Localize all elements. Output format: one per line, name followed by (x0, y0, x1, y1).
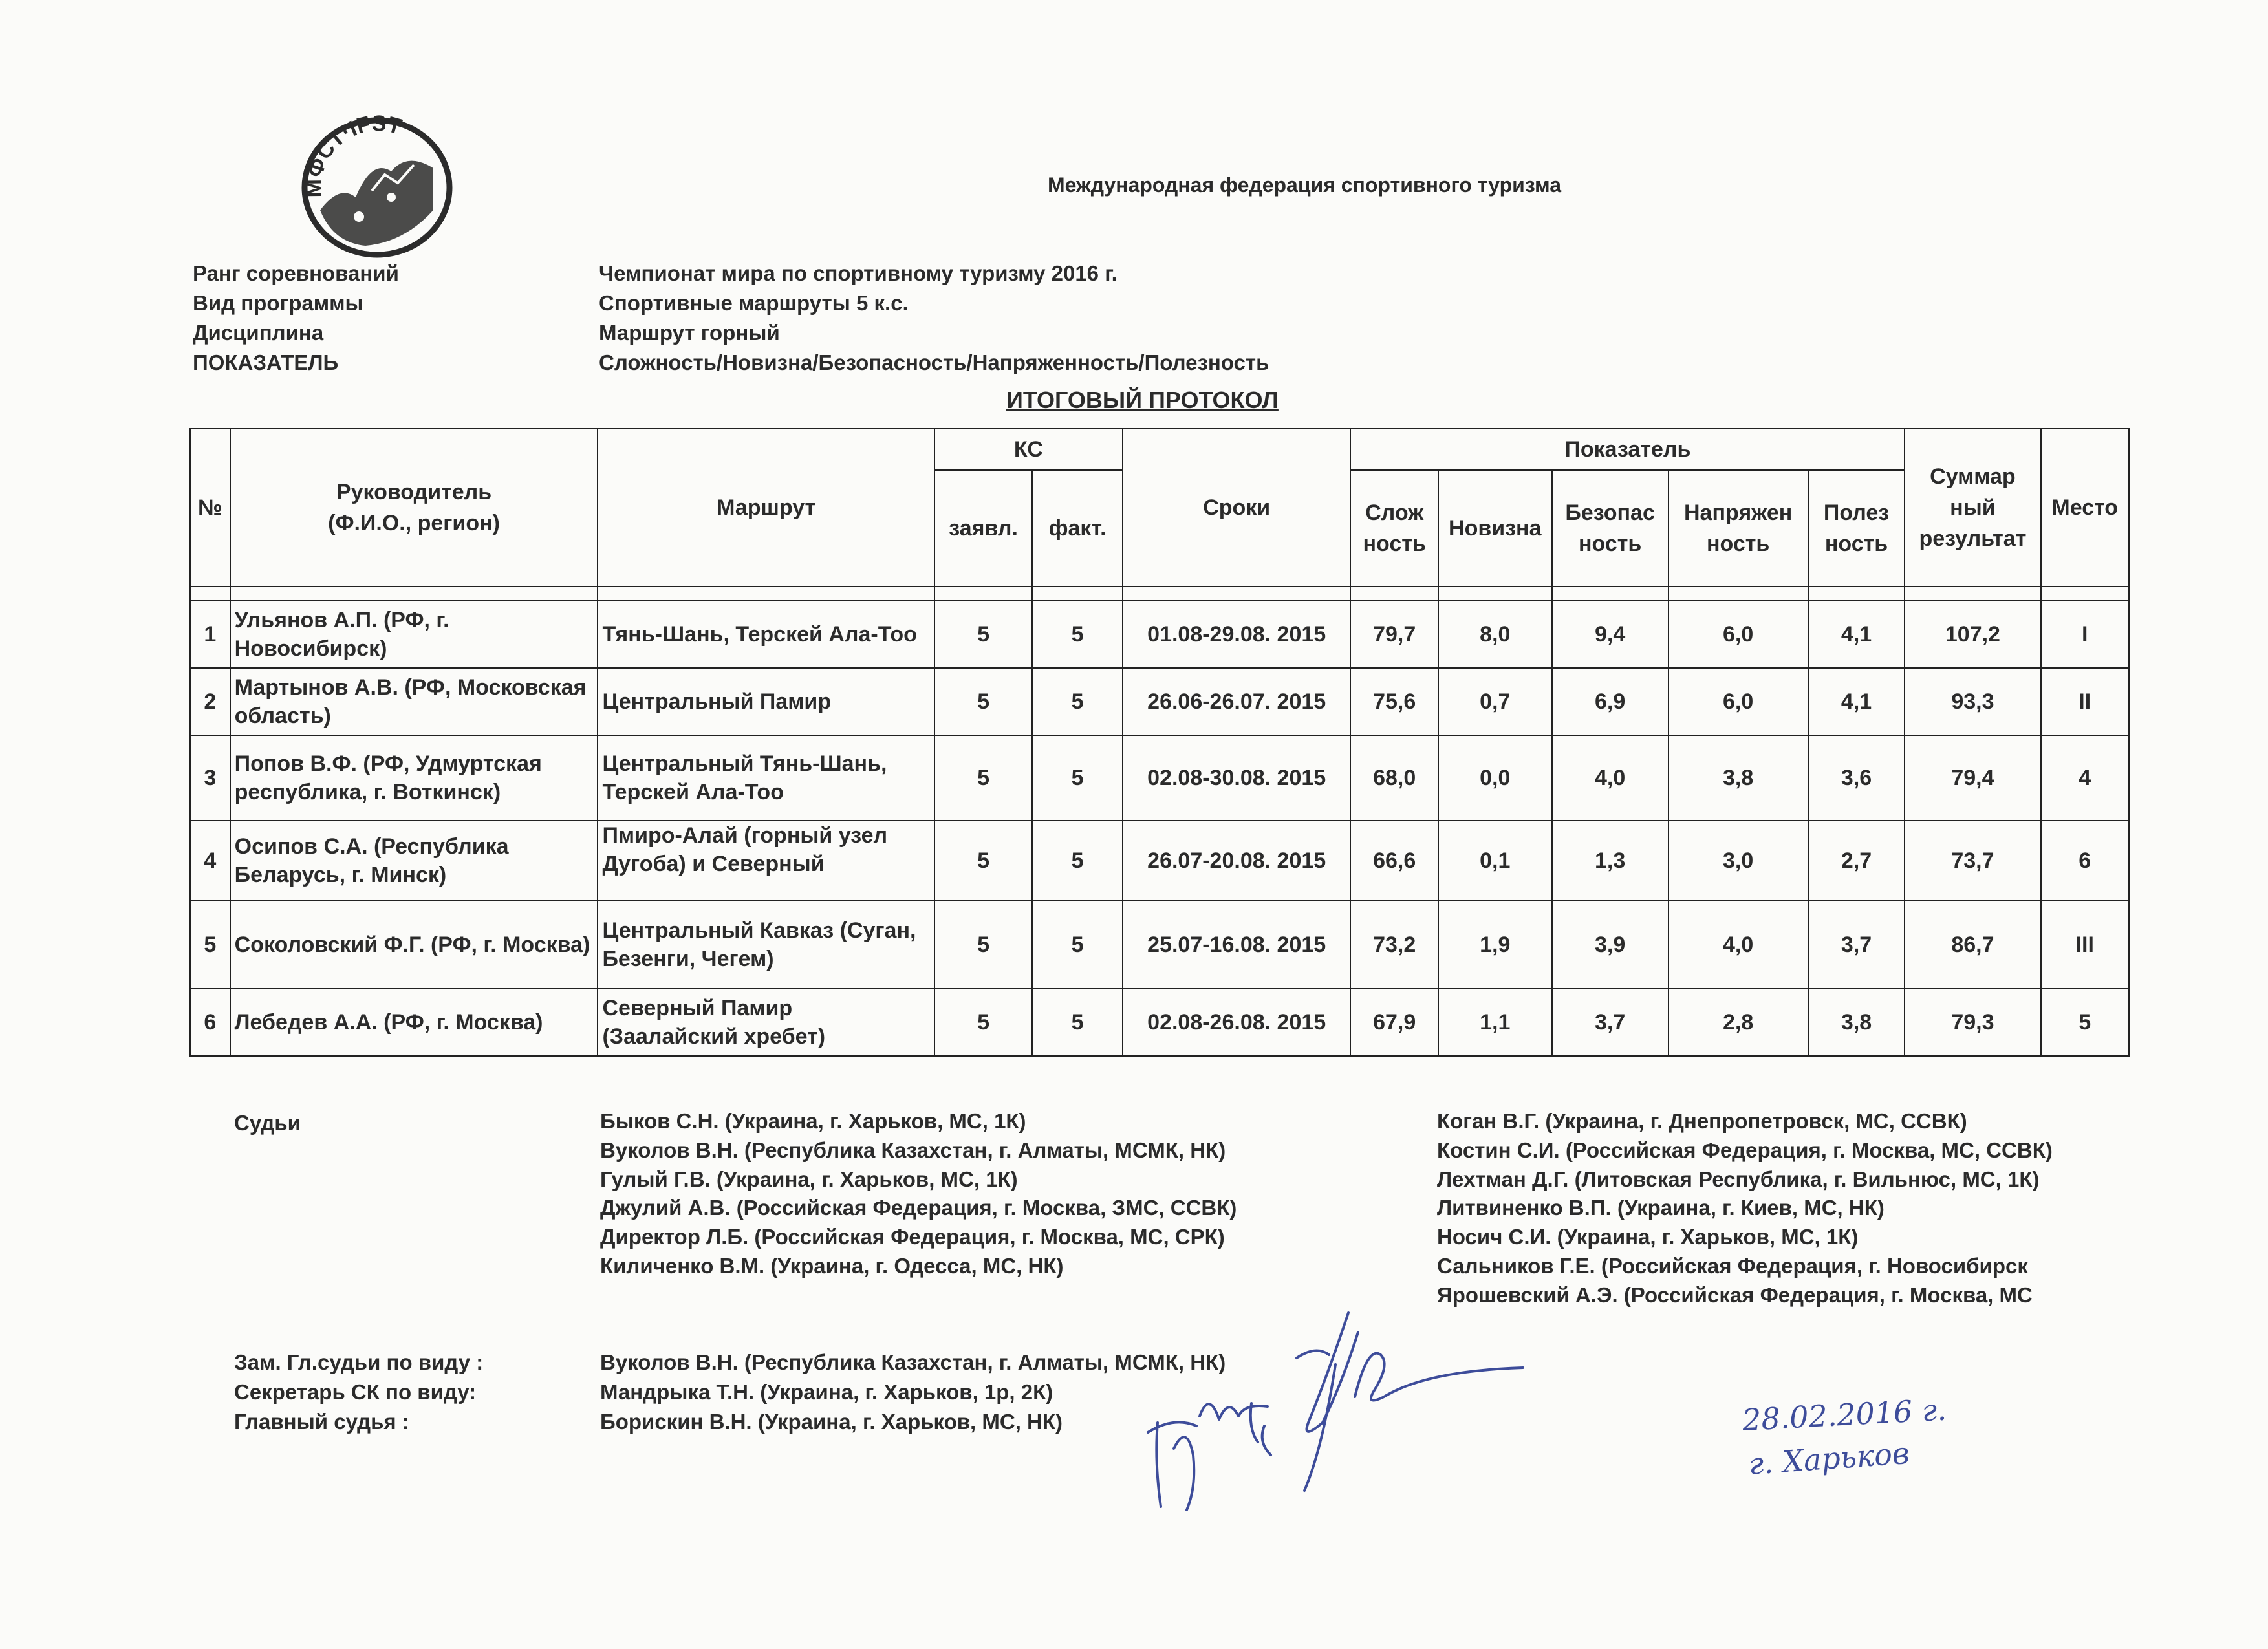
cell-complexity: 73,2 (1350, 901, 1438, 989)
cell-novelty: 0,1 (1438, 821, 1552, 901)
cell-total: 79,3 (1905, 989, 2040, 1056)
cell-safety: 4,0 (1552, 735, 1669, 821)
meta-value: Чемпионат мира по спортивному туризму 2016 г. (599, 261, 1118, 285)
official-role: Главный судья : (234, 1410, 409, 1434)
cell-leader: Мартынов А.В. (РФ, Московская область) (230, 668, 598, 735)
cell-ks-declared: 5 (934, 901, 1033, 989)
cell-leader: Попов В.Ф. (РФ, Удмуртская республика, г. Воткинск) (230, 735, 598, 821)
cell-novelty: 1,1 (1438, 989, 1552, 1056)
meta-label: Ранг соревнований (193, 261, 399, 285)
cell-route: Пмиро-Алай (горный узел Дугоба) и Северный (598, 821, 934, 901)
meta-value: Сложность/Новизна/Безопасность/Напряженность/Полезность (599, 350, 1269, 374)
meta-label: Дисциплина (193, 321, 324, 345)
cell-complexity: 79,7 (1350, 601, 1438, 668)
cell-dates: 26.07-20.08. 2015 (1123, 821, 1351, 901)
cell-total: 79,4 (1905, 735, 2040, 821)
handwritten-date: 28.02.2016 г. (1741, 1392, 1948, 1438)
header-dates: Сроки (1123, 429, 1351, 587)
cell-no: 5 (190, 901, 230, 989)
judges-column-2 (1437, 1107, 2115, 1310)
cell-leader: Соколовский Ф.Г. (РФ, г. Москва) (230, 901, 598, 989)
cell-dates: 26.06-26.07. 2015 (1123, 668, 1351, 735)
cell-no: 1 (190, 601, 230, 668)
meta-value: Маршрут горный (599, 321, 780, 345)
cell-route: Центральный Кавказ (Суган, Безенги, Чегем) (598, 901, 934, 989)
cell-novelty: 0,0 (1438, 735, 1552, 821)
cell-usefulness: 3,7 (1808, 901, 1905, 989)
cell-safety: 1,3 (1552, 821, 1669, 901)
meta-label: Вид программы (193, 291, 363, 315)
cell-leader: Осипов С.А. (Республика Беларусь, г. Минск) (230, 821, 598, 901)
cell-ks-declared: 5 (934, 668, 1033, 735)
cell-usefulness: 4,1 (1808, 601, 1905, 668)
cell-ks-declared: 5 (934, 735, 1033, 821)
cell-route: Северный Памир (Заалайский хребет) (598, 989, 934, 1056)
header-ks: КС (934, 429, 1123, 470)
cell-ks-actual: 5 (1032, 821, 1122, 901)
cell-total: 107,2 (1905, 601, 2040, 668)
cell-complexity: 68,0 (1350, 735, 1438, 821)
cell-intensity: 3,0 (1669, 821, 1808, 901)
header-safety: Безопас ность (1552, 470, 1669, 587)
cell-place: II (2041, 668, 2130, 735)
cell-safety: 6,9 (1552, 668, 1669, 735)
judges-label: Судьи (234, 1111, 301, 1135)
cell-safety: 9,4 (1552, 601, 1669, 668)
cell-leader: Ульянов А.П. (РФ, г. Новосибирск) (230, 601, 598, 668)
judges-column-1 (600, 1107, 1237, 1281)
cell-complexity: 66,6 (1350, 821, 1438, 901)
judge-entry: Лехтман Д.Г. (Литовская Республика, г. Вильнюс, МС, 1К) (1437, 1167, 2040, 1191)
signature-scribble-3 (1251, 1403, 1271, 1455)
header-no: № (190, 429, 230, 587)
cell-safety: 3,9 (1552, 901, 1669, 989)
cell-route: Центральный Тянь-Шань, Терскей Ала-Тоо (598, 735, 934, 821)
cell-dates: 02.08-30.08. 2015 (1123, 735, 1351, 821)
header-spacer-row (190, 587, 2129, 601)
cell-novelty: 8,0 (1438, 601, 1552, 668)
judge-entry: Коган В.Г. (Украина, г. Днепропетровск, МС, ССВК) (1437, 1109, 1967, 1133)
header-leader: Руководитель (Ф.И.О., регион) (230, 429, 598, 587)
handwritten-city: г. Харьков (1747, 1435, 1911, 1482)
cell-ks-actual: 5 (1032, 735, 1122, 821)
table-row (190, 668, 2129, 735)
cell-ks-actual: 5 (1032, 989, 1122, 1056)
header-complexity: Слож ность (1350, 470, 1438, 587)
official-name: Вуколов В.Н. (Республика Казахстан, г. Алматы, МСМК, НК) (600, 1350, 1226, 1374)
cell-route: Тянь-Шань, Терскей Ала-Тоо (598, 601, 934, 668)
cell-ks-actual: 5 (1032, 668, 1122, 735)
results-table (189, 428, 2130, 1057)
cell-route: Центральный Памир (598, 668, 934, 735)
cell-intensity: 3,8 (1669, 735, 1808, 821)
cell-place: 4 (2041, 735, 2130, 821)
handwritten-date-place (1736, 1390, 1982, 1494)
cell-ks-actual: 5 (1032, 901, 1122, 989)
header-intensity: Напряжен ность (1669, 470, 1808, 587)
judge-entry: Джулий А.В. (Российская Федерация, г. Москва, ЗМС, ССВК) (600, 1196, 1237, 1220)
cell-no: 4 (190, 821, 230, 901)
protocol-title: ИТОГОВЫЙ ПРОТОКОЛ (1006, 387, 1279, 413)
header-ks-actual: факт. (1032, 470, 1122, 587)
judge-entry: Носич С.И. (Украина, г. Харьков, МС, 1К) (1437, 1225, 1859, 1249)
cell-dates: 25.07-16.08. 2015 (1123, 901, 1351, 989)
judge-entry: Киличенко В.М. (Украина, г. Одесса, МС, НК) (600, 1253, 1064, 1278)
officials (234, 1348, 1226, 1437)
cell-dates: 02.08-26.08. 2015 (1123, 989, 1351, 1056)
cell-usefulness: 3,6 (1808, 735, 1905, 821)
official-role: Зам. Гл.судьи по виду : (234, 1350, 484, 1374)
cell-total: 86,7 (1905, 901, 2040, 989)
signature-scribble-2 (1297, 1313, 1523, 1491)
cell-place: I (2041, 601, 2130, 668)
official-secretary (234, 1377, 1053, 1407)
header-place: Место (2041, 429, 2130, 587)
official-name: Мандрыка Т.Н. (Украина, г. Харьков, 1р, 2К) (600, 1380, 1053, 1404)
meta-value: Спортивные маршруты 5 к.с. (599, 291, 909, 315)
cell-total: 93,3 (1905, 668, 2040, 735)
judge-entry: Быков С.Н. (Украина, г. Харьков, МС, 1К) (600, 1109, 1026, 1133)
cell-novelty: 0,7 (1438, 668, 1552, 735)
cell-ks-declared: 5 (934, 601, 1033, 668)
cell-ks-declared: 5 (934, 821, 1033, 901)
cell-leader: Лебедев А.А. (РФ, г. Москва) (230, 989, 598, 1056)
header-route: Маршрут (598, 429, 934, 587)
judge-entry: Ярошевский А.Э. (Российская Федерация, г. Москва, МС (1437, 1282, 2033, 1307)
header-ks-declared: заявл. (934, 470, 1033, 587)
cell-place: 5 (2041, 989, 2130, 1056)
signatures (1135, 1293, 1581, 1533)
judge-entry: Литвиненко В.П. (Украина, г. Киев, МС, НК) (1437, 1196, 1885, 1220)
cell-usefulness: 4,1 (1808, 668, 1905, 735)
cell-ks-actual: 5 (1032, 601, 1122, 668)
cell-place: 6 (2041, 821, 2130, 901)
official-name: Борискин В.Н. (Украина, г. Харьков, МС, НК) (600, 1410, 1063, 1434)
logo-text: МФСТ·IFST (301, 113, 405, 198)
cell-no: 2 (190, 668, 230, 735)
cell-no: 3 (190, 735, 230, 821)
judge-entry: Гулый Г.В. (Украина, г. Харьков, МС, 1К) (600, 1167, 1018, 1191)
cell-usefulness: 3,8 (1808, 989, 1905, 1056)
cell-no: 6 (190, 989, 230, 1056)
judge-entry: Вуколов В.Н. (Республика Казахстан, г. Алматы, МСМК, НК) (600, 1137, 1226, 1162)
header-usefulness: Полез ность (1808, 470, 1905, 587)
cell-complexity: 67,9 (1350, 989, 1438, 1056)
table-row (190, 989, 2129, 1056)
official-chief-judge (234, 1407, 1063, 1437)
cell-dates: 01.08-29.08. 2015 (1123, 601, 1351, 668)
header-total: Суммар ный результат (1905, 429, 2040, 587)
cell-ks-declared: 5 (934, 989, 1033, 1056)
meta-label: ПОКАЗАТЕЛЬ (193, 350, 339, 374)
judge-entry: Костин С.И. (Российская Федерация, г. Москва, МС, ССВК) (1437, 1137, 2053, 1162)
table-row (190, 821, 2129, 901)
cell-complexity: 75,6 (1350, 668, 1438, 735)
cell-place: III (2041, 901, 2130, 989)
official-role: Секретарь СК по виду: (234, 1380, 477, 1404)
header-indicator: Показатель (1350, 429, 1905, 470)
judge-entry: Сальников Г.Е. (Российская Федерация, г. Новосибирск (1437, 1253, 2028, 1278)
table-row (190, 901, 2129, 989)
ifst-logo (294, 113, 459, 262)
table-row (190, 601, 2129, 668)
cell-intensity: 4,0 (1669, 901, 1808, 989)
cell-total: 73,7 (1905, 821, 2040, 901)
cell-intensity: 6,0 (1669, 601, 1808, 668)
cell-safety: 3,7 (1552, 989, 1669, 1056)
judge-entry: Директор Л.Б. (Российская Федерация, г. Москва, МС, СРК) (600, 1225, 1225, 1249)
official-deputy-chief (234, 1348, 1226, 1377)
table-row (190, 735, 2129, 821)
organization-name: Международная федерация спортивного туризма (1048, 173, 1561, 197)
header-novelty: Новизна (1438, 470, 1552, 587)
cell-intensity: 6,0 (1669, 668, 1808, 735)
cell-novelty: 1,9 (1438, 901, 1552, 989)
cell-intensity: 2,8 (1669, 989, 1808, 1056)
cell-usefulness: 2,7 (1808, 821, 1905, 901)
